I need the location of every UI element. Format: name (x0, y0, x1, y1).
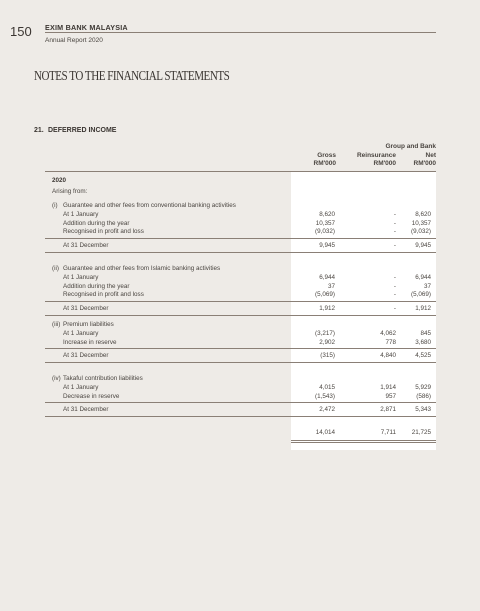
subtotal-gross-value: 9,945 (319, 242, 335, 250)
group-roman-numeral: (ii) (52, 265, 59, 272)
row-gross-value: 37 (327, 282, 335, 290)
grand-total-rule-double (291, 442, 436, 443)
row-gross-value: 6,944 (319, 273, 335, 281)
grand-total-net: 21,725 (411, 429, 431, 436)
subtotal-label: At 31 December (63, 242, 109, 250)
row-reinsurance-value: - (393, 291, 396, 299)
table-row (0, 219, 480, 228)
column-unit-gross: RM'000 (313, 160, 336, 167)
subtotal-bottom-rule (45, 252, 436, 253)
group-title: Guarantee and other fees from conventional banking activities (63, 202, 236, 209)
subtotal-row (0, 405, 480, 414)
row-reinsurance-value: - (393, 282, 396, 290)
column-header-gross: Gross (317, 152, 336, 159)
table-row (0, 282, 480, 291)
row-reinsurance-value: 4,062 (380, 329, 396, 337)
grand-total-gross: 14,014 (315, 429, 335, 436)
row-reinsurance-value: 1,914 (380, 383, 396, 391)
subtotal-net-value: 5,343 (415, 406, 431, 414)
row-net-value: 5,929 (415, 383, 431, 391)
row-label: Decrease in reserve (63, 392, 120, 400)
row-label: Addition during the year (63, 282, 130, 290)
table-row (0, 273, 480, 282)
subtotal-reinsurance-value: 2,871 (380, 406, 396, 414)
row-gross-value: (3,217) (315, 329, 335, 337)
subtotal-label: At 31 December (63, 305, 109, 313)
subtotal-reinsurance-value: - (393, 242, 396, 250)
column-header-reinsurance: Reinsurance (356, 152, 396, 159)
row-label: Recognised in profit and loss (63, 291, 144, 299)
row-reinsurance-value: 957 (385, 392, 396, 400)
row-label: At 1 January (63, 329, 99, 337)
grand-total-row (0, 428, 480, 437)
group-roman-numeral: (i) (52, 202, 58, 209)
group-title-row (0, 374, 480, 383)
year-label: 2020 (52, 177, 67, 184)
section-heading (34, 127, 116, 134)
group-title-row (0, 201, 480, 210)
page-title: NOTES TO THE FINANCIAL STATEMENTS (34, 68, 230, 83)
row-reinsurance-value: - (393, 228, 396, 236)
subtotal-rule (45, 301, 436, 302)
subtotal-rule (45, 402, 436, 403)
row-net-value: 8,620 (415, 210, 431, 218)
table-row (0, 329, 480, 338)
subtotal-net-value: 9,945 (415, 242, 431, 250)
subtotal-rule (45, 348, 436, 349)
page-number: 150 (10, 24, 32, 39)
column-unit-reinsurance: RM'000 (373, 160, 396, 167)
row-label: At 1 January (63, 273, 99, 281)
row-net-value: (9,032) (411, 228, 431, 236)
table-row (0, 392, 480, 401)
table-row (0, 227, 480, 236)
row-net-value: 37 (423, 282, 431, 290)
subtotal-row (0, 351, 480, 360)
row-label: Recognised in profit and loss (63, 228, 144, 236)
subtotal-rule (45, 238, 436, 239)
group-title: Premium liabilities (63, 321, 114, 328)
row-net-value: (586) (416, 392, 431, 400)
row-label: At 1 January (63, 383, 99, 391)
row-net-value: 6,944 (415, 273, 431, 281)
group-title-row (0, 320, 480, 329)
subtotal-label: At 31 December (63, 352, 109, 360)
subtotal-net-value: 1,912 (415, 305, 431, 313)
table-row (0, 210, 480, 219)
arising-from-label: Arising from: (52, 188, 88, 195)
row-gross-value: (9,032) (315, 228, 335, 236)
row-reinsurance-value: - (393, 273, 396, 281)
column-header-net: Net (425, 152, 436, 159)
row-reinsurance-value: - (393, 219, 396, 227)
subtotal-row (0, 241, 480, 250)
bank-name: EXIM BANK MALAYSIA (45, 23, 128, 32)
row-net-value: (5,069) (411, 291, 431, 299)
column-unit-net: RM'000 (413, 160, 436, 167)
report-name: Annual Report 2020 (45, 37, 103, 44)
table-row (0, 290, 480, 299)
table-row (0, 383, 480, 392)
subtotal-gross-value: (315) (320, 352, 335, 360)
column-group-header: Group and Bank (385, 143, 436, 150)
group-title: Takaful contribution liabilities (63, 375, 143, 382)
subtotal-net-value: 4,525 (415, 352, 431, 360)
row-net-value: 845 (420, 329, 431, 337)
row-net-value: 10,357 (411, 219, 431, 227)
table-row (0, 338, 480, 347)
row-reinsurance-value: - (393, 210, 396, 218)
row-gross-value: 4,015 (319, 383, 335, 391)
group-roman-numeral: (iv) (52, 375, 61, 382)
subtotal-bottom-rule (45, 315, 436, 316)
row-reinsurance-value: 778 (385, 338, 396, 346)
row-gross-value: (1,543) (315, 392, 335, 400)
grand-total-reinsurance: 7,711 (380, 429, 396, 436)
group-roman-numeral: (iii) (52, 321, 61, 328)
section-title: DEFERRED INCOME (48, 127, 117, 134)
row-gross-value: (5,069) (315, 291, 335, 299)
subtotal-gross-value: 2,472 (319, 406, 335, 414)
group-title: Guarantee and other fees from Islamic banking activities (63, 265, 221, 272)
subtotal-bottom-rule (45, 362, 436, 363)
row-gross-value: 8,620 (319, 210, 335, 218)
grand-total-rule (291, 440, 436, 441)
row-gross-value: 10,357 (315, 219, 335, 227)
row-gross-value: 2,902 (319, 338, 335, 346)
group-title-row (0, 264, 480, 273)
subtotal-bottom-rule (45, 416, 436, 417)
header-rule (45, 32, 436, 33)
section-number: 21. (34, 127, 44, 134)
subtotal-reinsurance-value: 4,840 (380, 352, 396, 360)
subtotal-gross-value: 1,912 (319, 305, 335, 313)
table-header-rule (45, 171, 436, 172)
row-label: At 1 January (63, 210, 99, 218)
subtotal-label: At 31 December (63, 406, 109, 414)
subtotal-row (0, 304, 480, 313)
row-label: Addition during the year (63, 219, 130, 227)
subtotal-reinsurance-value: - (393, 305, 396, 313)
row-net-value: 3,680 (415, 338, 431, 346)
row-label: Increase in reserve (63, 338, 117, 346)
